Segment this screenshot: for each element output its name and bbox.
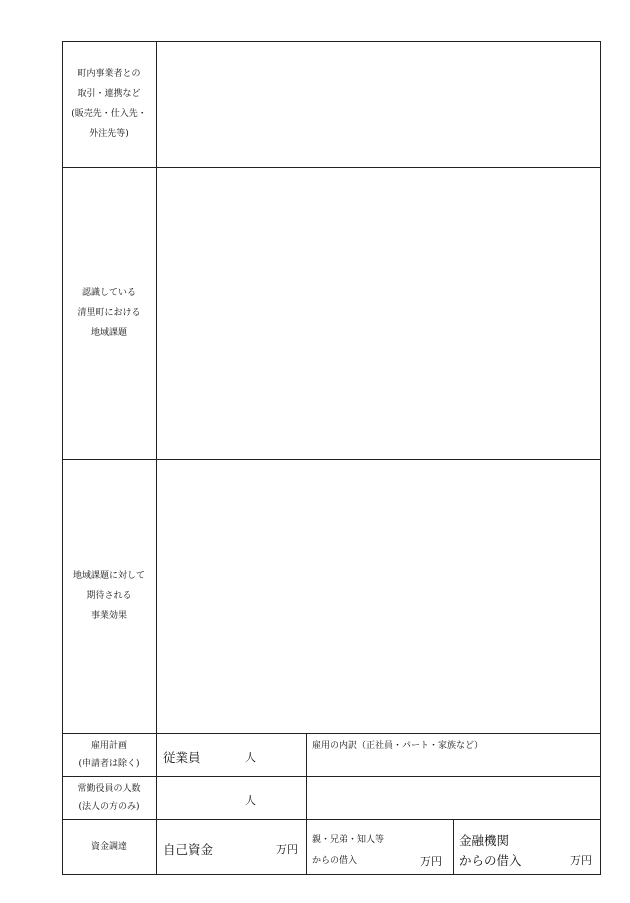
family-loan-amount-field[interactable] <box>367 847 417 871</box>
bank-loan-unit: 万円 <box>570 854 592 867</box>
family-loan-label-line2: からの借入 <box>312 856 358 866</box>
employment-breakdown-field[interactable] <box>307 751 600 775</box>
officers-count-label: 常勤役員の人数 (法人の方のみ) <box>77 783 141 812</box>
family-loan-label-line1: 親・兄弟・知人等 <box>312 835 385 845</box>
employment-plan-label: 雇用計画 (申請者は除く) <box>78 740 140 769</box>
trade-relations-label: 町内事業者との 取引・連携など (販売先・仕入先・ 外注先等) <box>71 69 147 139</box>
expected-effects-field[interactable] <box>157 460 600 732</box>
officers-count-field[interactable] <box>162 781 242 814</box>
employment-breakdown-label: 雇用の内訳（正社員・パート・家族など） <box>312 741 484 751</box>
employees-unit: 人 <box>245 751 256 764</box>
officers-unit: 人 <box>245 794 256 807</box>
employees-count-field[interactable] <box>202 741 242 769</box>
bank-loan-amount-field[interactable] <box>524 847 568 871</box>
family-loan-unit: 万円 <box>420 855 442 868</box>
funding-column-divider <box>453 819 454 875</box>
own-funds-label: 自己資金 <box>163 842 214 857</box>
regional-issues-field[interactable] <box>157 168 600 458</box>
bank-loan-label-line1: 金融機関 <box>459 833 510 848</box>
own-funds-unit: 万円 <box>276 843 298 856</box>
application-form-table <box>62 41 601 875</box>
own-funds-amount-field[interactable] <box>217 831 273 861</box>
employees-label: 従業員 <box>163 750 201 765</box>
trade-relations-field[interactable] <box>157 42 600 166</box>
regional-issues-label: 認識している 清里町における 地域課題 <box>77 288 141 338</box>
expected-effects-label: 地域課題に対して 期待される 事業効果 <box>72 571 145 621</box>
funding-label: 資金調達 <box>90 842 127 852</box>
bank-loan-label-line2: からの借入 <box>459 853 522 868</box>
